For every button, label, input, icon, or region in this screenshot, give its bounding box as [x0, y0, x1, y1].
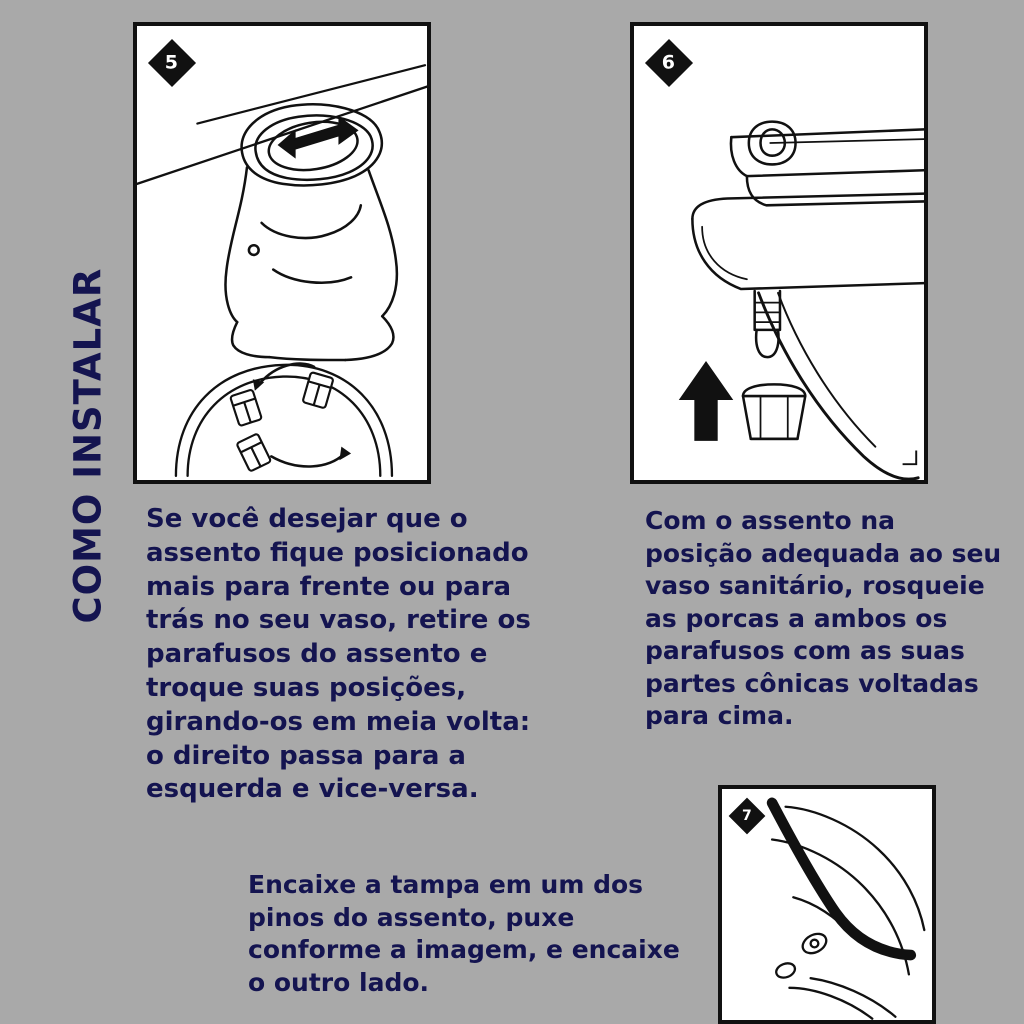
caption-step-5: Se você desejar que o assento fique posicionado mais para frente ou para trás no seu vaso, retire os parafusos do assento e troque suas posições, girando-os em meia volta: o direito passa para a esquerda e vice-versa.	[146, 504, 531, 805]
step-badge-7: 7	[729, 798, 766, 835]
step-badge-5: 5	[148, 39, 196, 87]
toilet-bowl-with-double-arrow-and-bolt-swap-diagram	[137, 26, 427, 480]
up-arrow-icon	[679, 361, 733, 441]
panel-step-7	[718, 785, 936, 1024]
seat-hinge-bolt-with-conical-nut-and-up-arrow	[634, 26, 924, 480]
caption-step-6: Com o assento na posição adequada ao seu vaso sanitário, rosqueie as porcas a ambos os parafusos com as suas partes cônicas voltadas para cima.	[645, 506, 1002, 730]
caption-step-7: Encaixe a tampa em um dos pinos do assento, puxe conforme a imagem, e encaixe o outro lado.	[248, 870, 680, 997]
panel-step-5	[133, 22, 431, 484]
panel-step-6	[630, 22, 928, 484]
step-badge-6: 6	[645, 39, 693, 87]
page-title: COMO INSTALAR	[66, 267, 110, 624]
